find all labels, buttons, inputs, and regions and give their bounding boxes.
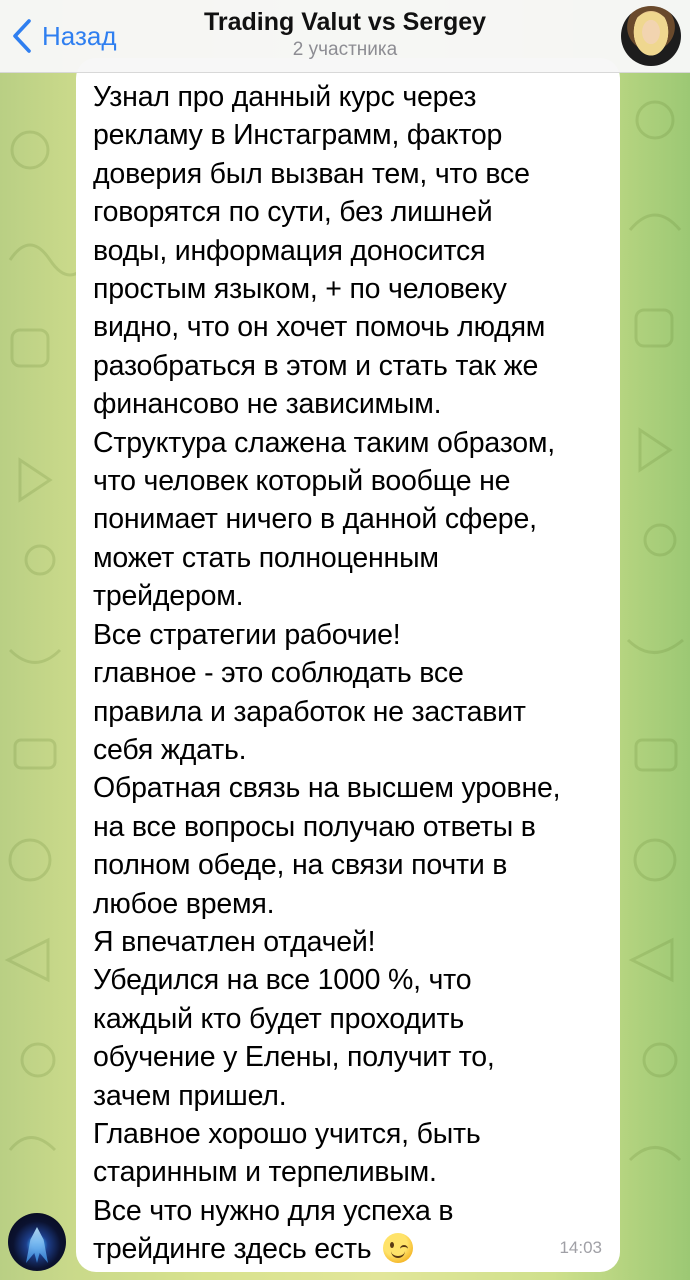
chat-title-area[interactable]: [150, 6, 540, 62]
message-time: 14:03: [559, 1238, 602, 1257]
back-button[interactable]: [10, 16, 117, 56]
sender-avatar-image: [26, 1227, 48, 1263]
message-bubble[interactable]: [76, 58, 620, 1272]
chat-title: Trading Valut vs Sergey: [203, 8, 487, 36]
wink-eye: [400, 1245, 408, 1250]
message-body: Узнал про данный курс через рекламу в Инстаграмм, фактор доверия был вызван тем, что все говорятся по сути, без лишней воды, информация доносится простым языком, + по человеку видно, что он хочет помочь людям разобраться в этом и стать так же финансово не зависимым. Структура слажена таким образом, что человек который вообще не понимает ничего в данной сфере, может стать полноценным трейдером. Все стратегии рабочие! главное - это соблюдать все правила и заработок не заставит себя ждать. Обратная связь на высшем уровне, на все вопросы получаю ответы в полном обеде, на связи почти в любое время. Я впечатлен отдачей! Убедился на все 1000 %, что каждый кто будет проходить обучение у Елены, получит то, зачем пришел. Главное хорошо учится, быть старинным и терпеливым. Все что нужно для успеха в трейдинге здесь есть: [93, 81, 561, 1266]
sender-avatar[interactable]: [8, 1213, 66, 1271]
back-button-label: Назад: [42, 20, 117, 51]
chevron-left-icon: [10, 18, 34, 54]
message-text: [93, 78, 604, 1269]
chat-participants-count: 2 участника: [292, 39, 398, 60]
avatar-image: [629, 12, 673, 62]
wink-emoji-icon: [383, 1233, 413, 1263]
chat-avatar[interactable]: [621, 6, 681, 66]
chat-header: [0, 0, 690, 73]
